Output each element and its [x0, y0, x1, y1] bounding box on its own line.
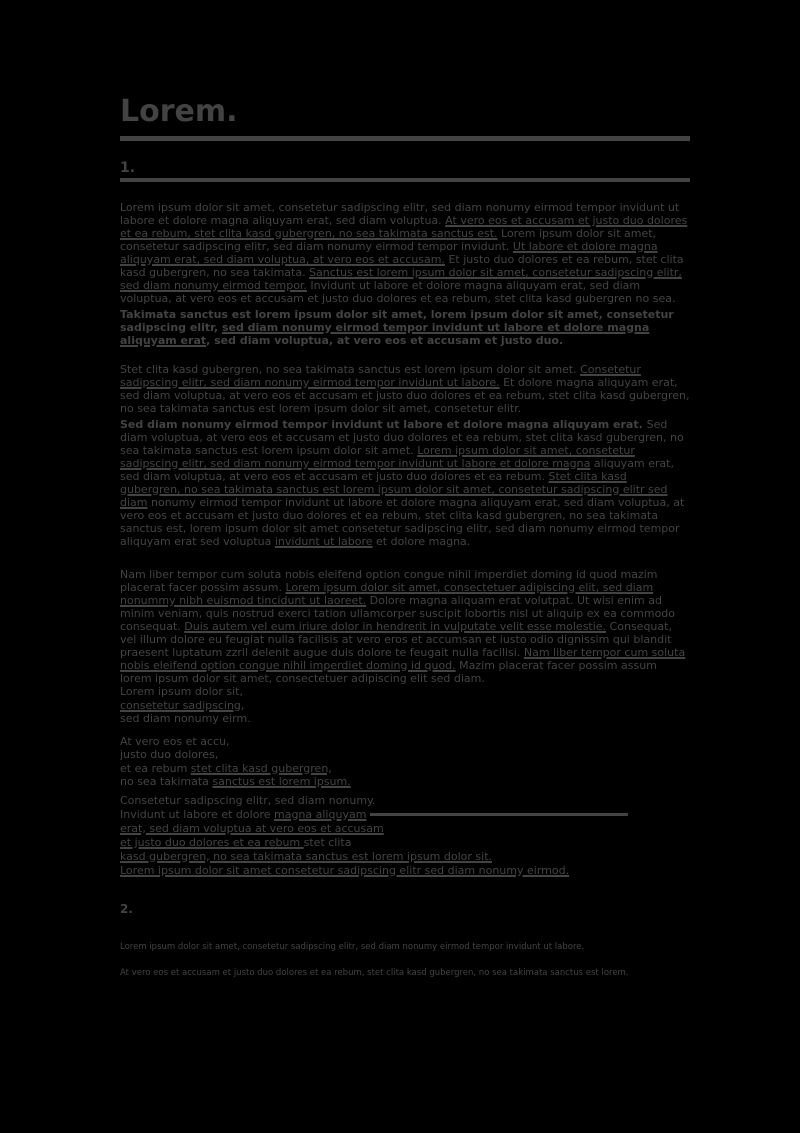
- footnote-1: Lorem ipsum dolor sit amet, consetetur sadipscing elitr, sed diam nonumy eirmod tempor invidunt ut labore.: [120, 941, 585, 952]
- text-run: no sea takimata: [120, 775, 213, 788]
- inline-link[interactable]: sanctus est lorem ipsum.: [212, 775, 351, 788]
- inline-link[interactable]: Lorem ipsum dolor sit amet, consetetur sadipscing elitr, sed diam nonumy eirmod tempor invidunt ut labore et dolore magna: [120, 444, 635, 470]
- paragraph-1: [120, 201, 690, 305]
- text-run: Mazim placerat facer possim assum lorem ipsum dolor sit amet, consectetuer adipiscing elit sed diam.: [120, 659, 657, 685]
- document-title: Lorem.: [120, 95, 690, 141]
- text-run: Takimata sanctus est lorem ipsum dolor sit amet, lorem ipsum dolor sit amet, consetetur sadipscing elitr,: [120, 308, 674, 334]
- text-run: Lorem ipsum dolor sit amet, consetetur sadipscing elitr, sed diam nonumy eirmod tempor invidunt ut labore et dolore magna aliquyam erat, sed diam voluptua.: [120, 201, 680, 227]
- inline-link[interactable]: Lorem ipsum dolor sit amet, consectetuer adipiscing elit, sed diam nonummy nibh euismod tincidunt ut laoreet.: [120, 581, 654, 607]
- inline-link[interactable]: invidunt ut labore: [274, 535, 373, 548]
- text-run: Nam liber tempor cum soluta nobis eleifend option congue nihil imperdiet doming id quod mazim placerat facer possim assum.: [120, 568, 658, 594]
- document: [120, 95, 690, 979]
- inline-link[interactable]: Nam liber tempor cum soluta nobis eleifend option congue nihil imperdiet doming id quod.: [120, 646, 686, 672]
- short-lines-group-2: [120, 735, 690, 789]
- text-run: stet clita: [303, 835, 352, 849]
- text-run: sed diam nonumy eirm.: [120, 712, 251, 725]
- inline-link[interactable]: At vero eos et accusam et justo duo dolores et ea rebum, stet clita kasd gubergren, no sea takimata sanctus est.: [120, 214, 688, 240]
- reference-lines-group: [120, 794, 690, 878]
- inline-link[interactable]: consetetur sadipscing,: [120, 698, 245, 712]
- paragraph-5: [120, 568, 690, 685]
- text-run: , sed diam voluptua, at vero eos et accusam et justo duo.: [206, 334, 564, 347]
- text-run: Lorem ipsum dolor sit,: [120, 685, 243, 698]
- text-run: Consetetur sadipscing elitr, sed diam nonumy.: [120, 793, 376, 807]
- inline-link[interactable]: Lorem ipsum dolor sit amet consetetur sadipscing elitr sed diam nonumy eirmod.: [120, 863, 570, 877]
- inline-link[interactable]: Duis autem vel eum iriure dolor in hendrerit in vulputate velit esse molestie.: [184, 620, 607, 633]
- inline-link[interactable]: kasd gubergren, no sea takimata sanctus est lorem ipsum dolor sit.: [120, 849, 493, 863]
- text-run: Consequat, vel illum dolore eu feugiat nulla facilisis at vero eros et accumsan et iusto odio dignissim qui blandit praesent luptatum zzril delenit augue duis dolore te feugait nulla facilisi.: [120, 620, 672, 659]
- text-run: Sed diam nonumy eirmod tempor invidunt ut labore et dolore magna aliquyam erat.: [120, 418, 647, 431]
- inline-link[interactable]: et justo duo dolores et ea rebum: [120, 835, 304, 849]
- paragraph-2-bold: [120, 308, 690, 347]
- text-run: Lorem ipsum dolor sit amet, consetetur sadipscing elitr, sed diam nonumy eirmod tempor invidunt.: [120, 227, 657, 253]
- text-run: Sed diam voluptua, at vero eos et accusam et justo duo dolores et ea rebum, stet clita kasd gubergren, no sea takimata sanctus est lorem ipsum dolor sit amet.: [120, 418, 684, 457]
- footnote-marker: 2.: [120, 901, 133, 916]
- inline-link[interactable]: erat, sed diam voluptua at vero eos et accusam: [120, 821, 384, 835]
- text-run: justo duo dolores,: [120, 748, 219, 761]
- footnote-2: At vero eos et accusam et justo duo dolores et ea rebum, stet clita kasd gubergren, no sea takimata sanctus est lorem.: [120, 967, 629, 978]
- text-run: et dolore magna.: [372, 535, 471, 548]
- text-run: Dolore magna aliquam erat volutpat. Ut wisi enim ad minim veniam, quis nostrud exerci tation ullamcorper suscipit lobortis nisl ut aliquip ex ea commodo consequat.: [120, 594, 676, 633]
- section-heading: 1.: [120, 161, 690, 182]
- inline-link[interactable]: Consetetur sadipscing elitr, sed diam nonumy eirmod tempor invidunt ut labore.: [120, 363, 641, 389]
- inline-link[interactable]: Sanctus est lorem ipsum dolor sit amet, consetetur sadipscing elitr, sed diam nonumy eirmod tempor.: [120, 266, 682, 292]
- text-run: et ea rebum: [120, 761, 191, 775]
- short-lines-group-1: [120, 685, 690, 726]
- paragraph-3: [120, 363, 690, 415]
- inline-link[interactable]: stet clita kasd gubergren,: [190, 761, 332, 775]
- text-run: Invidunt ut labore et dolore: [120, 807, 274, 821]
- inline-link[interactable]: magna aliquyam: [273, 807, 367, 821]
- text-run: At vero eos et accu,: [120, 734, 230, 748]
- text-run: Et justo duo dolores et ea rebum, stet clita kasd gubergren, no sea takimata.: [120, 253, 684, 279]
- paragraph-4: [120, 418, 690, 548]
- inline-link[interactable]: sed diam nonumy eirmod tempor invidunt ut labore et dolore magna aliquyam erat: [120, 321, 650, 347]
- text-run: Et dolore magna aliquyam erat, sed diam voluptua, at vero eos et accusam et justo duo dolores et ea rebum, stet clita kasd gubergren, no sea takimata sanctus est lorem ipsum dolor sit amet, consetetur elitr.: [120, 376, 690, 415]
- text-run: nonumy eirmod tempor invidunt ut labore et dolore magna aliquyam erat, sed diam voluptua, at vero eos et accusam et justo duo dolores et ea rebum, stet clita kasd gubergren, no sea takimata sanctus est, lorem ipsum dolor sit amet consetetur sadipscing elitr, sed diam nonumy eirmod tempor aliquyam erat sed voluptua: [120, 496, 685, 548]
- text-run: Invidunt ut labore et dolore magna aliquyam erat, sed diam voluptua, at vero eos et accusam et justo duo dolores et ea rebum, stet clita kasd gubergren no sea.: [120, 279, 676, 305]
- inline-link[interactable]: Ut labore et dolore magna aliquyam erat, sed diam voluptua, at vero eos et accusam.: [120, 240, 658, 266]
- rule-line: [370, 813, 628, 816]
- text-run: aliquyam erat, sed diam voluptua, at vero eos et accusam et justo duo dolores et ea rebum.: [120, 457, 674, 483]
- text-run: Stet clita kasd gubergren, no sea takimata sanctus est lorem ipsum dolor sit amet.: [120, 363, 581, 376]
- inline-link[interactable]: Stet clita kasd gubergren, no sea takimata sanctus est lorem ipsum dolor sit amet, consetetur sadipscing elitr sed diam: [120, 470, 668, 509]
